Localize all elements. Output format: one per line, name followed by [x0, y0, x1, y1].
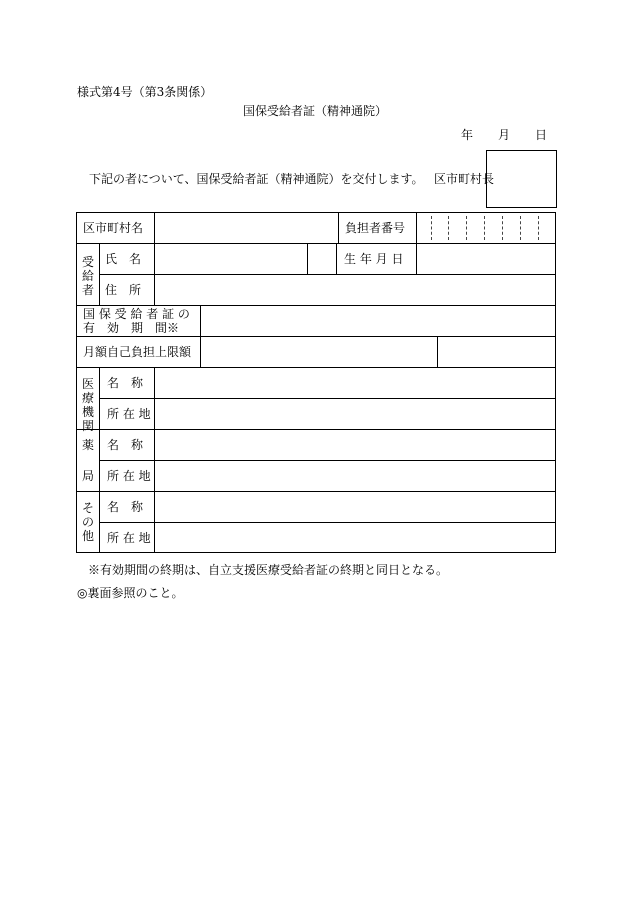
pharmacy-address-label: 所 在 地	[107, 469, 151, 483]
recipient-name-label: 氏 名	[105, 252, 142, 266]
burden-number-label: 負担者番号	[345, 221, 406, 235]
date-day-label: 日	[535, 128, 548, 142]
digit-separator	[502, 216, 503, 240]
issue-date	[461, 128, 547, 142]
row-divider	[99, 460, 555, 461]
col-divider	[99, 243, 100, 305]
other-label: その他	[81, 501, 94, 543]
medical-name-label: 名 称	[107, 376, 144, 390]
date-month-label: 月	[498, 128, 511, 142]
row-divider	[99, 274, 555, 275]
pharmacy-label-top: 薬	[81, 438, 94, 452]
pharmacy-name-label: 名 称	[107, 438, 144, 452]
col-divider	[338, 213, 339, 243]
issue-statement: 下記の者について、国保受給者証（精神通院）を交付します。	[89, 172, 424, 186]
monthly-limit-label: 月額自己負担上限額	[83, 345, 192, 359]
recipient-address-label: 住 所	[105, 283, 142, 297]
medical-institution-label: 医療機関	[81, 377, 94, 433]
reverse-side-note: ◎裏面参照のこと。	[77, 586, 184, 600]
form-number: 様式第4号（第3条関係）	[77, 85, 213, 99]
document-title: 国保受給者証（精神通院）	[242, 104, 387, 118]
col-divider	[200, 305, 201, 367]
digit-separator	[431, 216, 432, 240]
col-divider	[99, 367, 100, 553]
validity-label-line1: 国 保 受 給 者 証 の	[83, 307, 190, 321]
row-divider	[77, 491, 555, 492]
official-seal-box	[486, 150, 557, 208]
other-name-label: 名 称	[107, 500, 144, 514]
date-year-label: 年	[461, 128, 474, 142]
row-divider	[77, 367, 555, 368]
row-divider	[77, 336, 555, 337]
mayor-label: 区市町村長	[434, 172, 495, 186]
col-divider	[437, 336, 438, 367]
digit-separator	[466, 216, 467, 240]
validity-label-line2: 有 効 期 間※	[83, 321, 180, 335]
row-divider	[99, 398, 555, 399]
row-divider	[77, 305, 555, 306]
digit-separator	[448, 216, 449, 240]
col-divider	[307, 243, 308, 274]
recipient-label: 受給者	[81, 255, 94, 297]
medical-address-label: 所 在 地	[107, 407, 151, 421]
birthdate-label: 生 年 月 日	[344, 252, 404, 266]
col-divider	[336, 243, 337, 274]
col-divider	[154, 243, 155, 305]
digit-separator	[520, 216, 521, 240]
col-divider	[154, 367, 155, 553]
row-divider	[77, 243, 555, 244]
certificate-table	[76, 212, 556, 553]
other-address-label: 所 在 地	[107, 531, 151, 545]
row-divider	[99, 522, 555, 523]
row-divider	[77, 429, 555, 430]
col-divider	[416, 213, 417, 274]
digit-separator	[538, 216, 539, 240]
digit-separator	[484, 216, 485, 240]
municipality-label: 区市町村名	[83, 221, 144, 235]
pharmacy-label-bottom: 局	[81, 469, 94, 483]
validity-footnote: ※有効期間の終期は、自立支援医療受給者証の終期と同日となる。	[88, 563, 449, 577]
col-divider	[154, 213, 155, 243]
